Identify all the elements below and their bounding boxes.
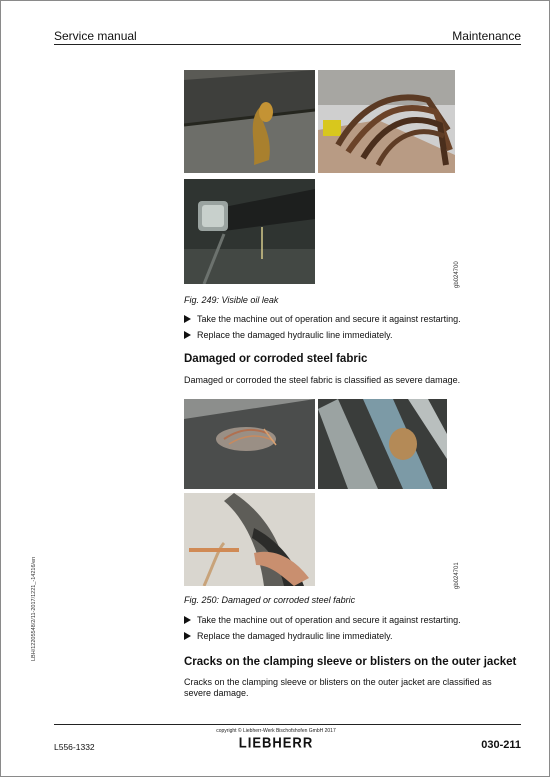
step-take-out-of-operation: Take the machine out of operation and secure it against restarting. bbox=[184, 314, 461, 324]
liebherr-logo: LIEBHERR bbox=[238, 734, 314, 751]
paragraph-cracks-blisters: Cracks on the clamping sleeve or blisters on the outer jacket are classified as severe damage. bbox=[184, 677, 492, 698]
header-rule bbox=[54, 44, 521, 45]
photo-hydraulic-lines bbox=[318, 70, 455, 173]
photo-frayed-steel-fabric bbox=[184, 399, 315, 489]
photo-dripping-fitting bbox=[184, 179, 315, 284]
figure-249-caption: Fig. 249: Visible oil leak bbox=[184, 295, 279, 305]
footer-model: L556-1332 bbox=[54, 742, 95, 752]
step-replace-hydraulic-line: Replace the damaged hydraulic line immediately. bbox=[184, 330, 392, 340]
photo-corroded-hose bbox=[318, 399, 447, 489]
figure-250-code: gb024701 bbox=[454, 562, 460, 589]
header-title: Service manual bbox=[54, 29, 137, 43]
paragraph-steel-fabric: Damaged or corroded the steel fabric is classified as severe damage. bbox=[184, 375, 461, 385]
photo-hose-cross-section bbox=[184, 493, 315, 586]
figure-250-caption: Fig. 250: Damaged or corroded steel fabric bbox=[184, 595, 356, 605]
arrow-bullet-icon bbox=[184, 632, 191, 640]
photo-oil-leak-hose bbox=[184, 70, 315, 173]
step-replace-hydraulic-line-2: Replace the damaged hydraulic line immediately. bbox=[184, 631, 392, 641]
document-id-vertical: LBH/12205548/2/11-2017/1221_-14216/en bbox=[31, 556, 37, 661]
footer-copyright: copyright © Liebherr-Werk Bischofshofen GmbH 2017 bbox=[216, 728, 336, 734]
heading-damaged-steel-fabric: Damaged or corroded steel fabric bbox=[184, 353, 368, 365]
footer-page-number: 030-211 bbox=[481, 739, 521, 751]
heading-cracks-blisters: Cracks on the clamping sleeve or blisters on the outer jacket bbox=[184, 656, 517, 668]
arrow-bullet-icon bbox=[184, 616, 191, 624]
arrow-bullet-icon bbox=[184, 331, 191, 339]
footer-rule bbox=[54, 724, 521, 725]
step-take-out-of-operation-2: Take the machine out of operation and secure it against restarting. bbox=[184, 615, 461, 625]
arrow-bullet-icon bbox=[184, 315, 191, 323]
figure-249-code: gb024700 bbox=[454, 261, 460, 288]
header-section: Maintenance bbox=[452, 29, 521, 43]
